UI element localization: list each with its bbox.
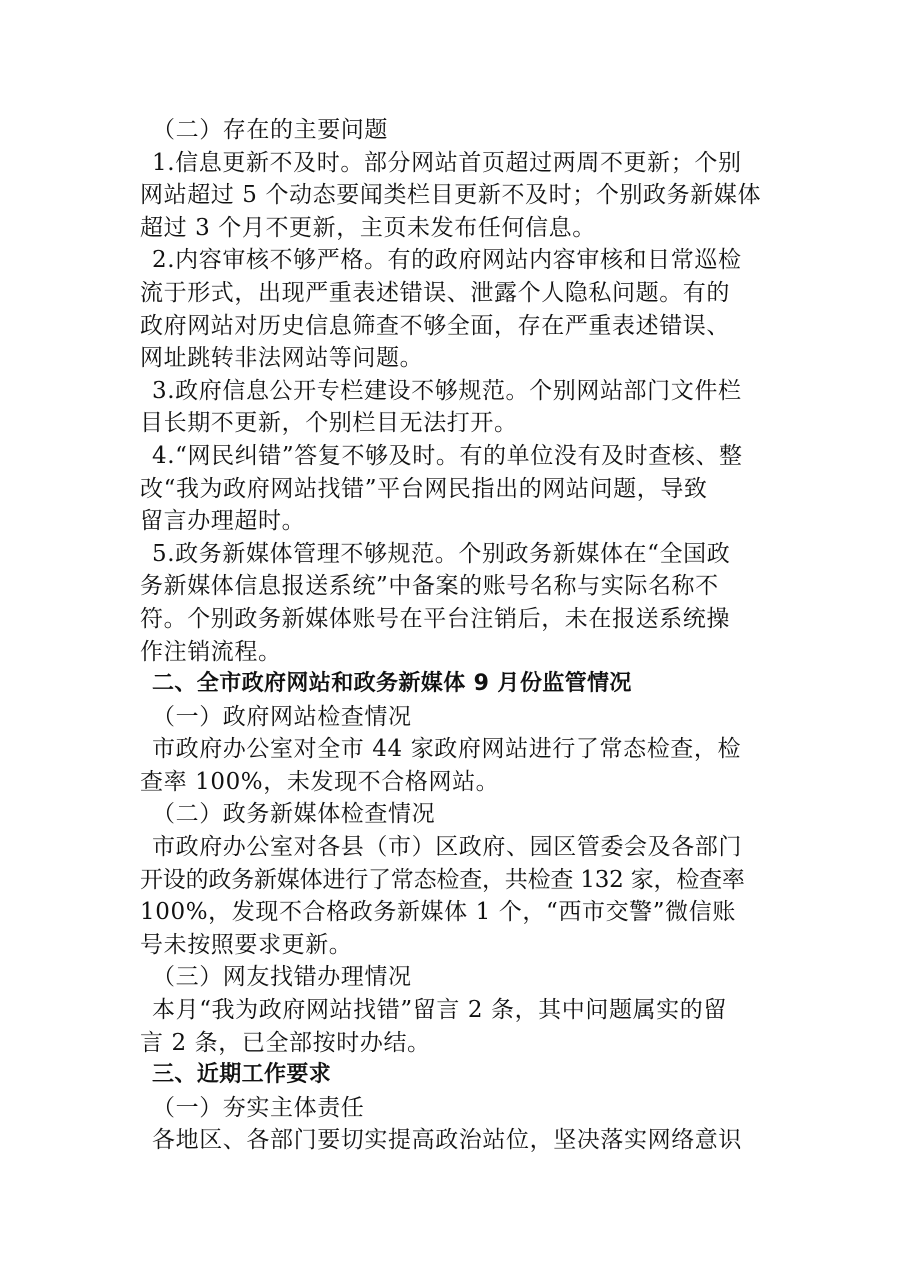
paragraph-line: 务新媒体信息报送系统”中备案的账号名称与实际名称不	[140, 573, 719, 600]
paragraph-line: 符。个别政务新媒体账号在平台注销后，未在报送系统操	[140, 605, 730, 632]
section-heading-september-supervision: 二、全市政府网站和政务新媒体 9 月份监管情况	[152, 671, 632, 697]
paragraph-line: 3.政府信息公开专栏建设不够规范。个别网站部门文件栏	[152, 377, 742, 404]
paragraph-line: 号未按照要求更新。	[140, 931, 353, 958]
paragraph-line: 流于形式，出现严重表述错误、泄露个人隐私问题。有的	[140, 279, 730, 306]
subsection-heading-website-inspection: （一）政府网站检查情况	[152, 703, 412, 730]
paragraph-line: 4.“网民纠错”答复不够及时。有的单位没有及时查核、整	[152, 442, 743, 469]
paragraph-line: 留言办理超时。	[140, 508, 306, 535]
paragraph-line: 100%，发现不合格政务新媒体 1 个，“西市交警”微信账	[140, 899, 736, 926]
paragraph-line: 开设的政务新媒体进行了常态检查，共检查 132 家，检查率	[140, 866, 745, 893]
paragraph-line: 言 2 条，已全部按时办结。	[140, 1029, 431, 1056]
paragraph-line: 查率 100%，未发现不合格网站。	[140, 768, 500, 795]
paragraph-line: 1.信息更新不及时。部分网站首页超过两周不更新；个别	[152, 149, 742, 176]
paragraph-line: 各地区、各部门要切实提高政治站位，坚决落实网络意识	[152, 1127, 742, 1154]
paragraph-line: 5.政务新媒体管理不够规范。个别政务新媒体在“全国政	[152, 540, 731, 567]
subsection-heading-new-media-inspection: （二）政务新媒体检查情况	[152, 801, 436, 828]
paragraph-line: 2.内容审核不够严格。有的政府网站内容审核和日常巡检	[152, 247, 742, 274]
section-heading-recent-work-requirements: 三、近期工作要求	[152, 1062, 332, 1088]
paragraph-line: 市政府办公室对全市 44 家政府网站进行了常态检查，检	[152, 736, 742, 763]
subsection-heading-error-reports: （三）网友找错办理情况	[152, 964, 412, 991]
paragraph-line: 超过 3 个月不更新，主页未发布任何信息。	[140, 214, 596, 241]
paragraph-line: 市政府办公室对各县（市）区政府、园区管委会及各部门	[152, 834, 742, 861]
subsection-heading-consolidate-responsibility: （一）夯实主体责任	[152, 1094, 365, 1121]
paragraph-line: 目长期不更新，个别栏目无法打开。	[140, 410, 518, 437]
paragraph-line: 作注销流程。	[140, 638, 282, 665]
paragraph-line: 本月“我为政府网站找错”留言 2 条，其中问题属实的留	[152, 997, 727, 1024]
paragraph-line: 政府网站对历史信息筛查不够全面，存在严重表述错误、	[140, 312, 730, 339]
document-body	[140, 114, 770, 1157]
paragraph-line: 网站超过 5 个动态要闻类栏目更新不及时；个别政务新媒体	[140, 182, 762, 209]
subsection-heading-existing-problems: （二）存在的主要问题	[152, 117, 388, 143]
paragraph-line: 网址跳转非法网站等问题。	[140, 345, 424, 372]
paragraph-line: 改“我为政府网站找错”平台网民指出的网站问题，导致	[140, 475, 708, 502]
